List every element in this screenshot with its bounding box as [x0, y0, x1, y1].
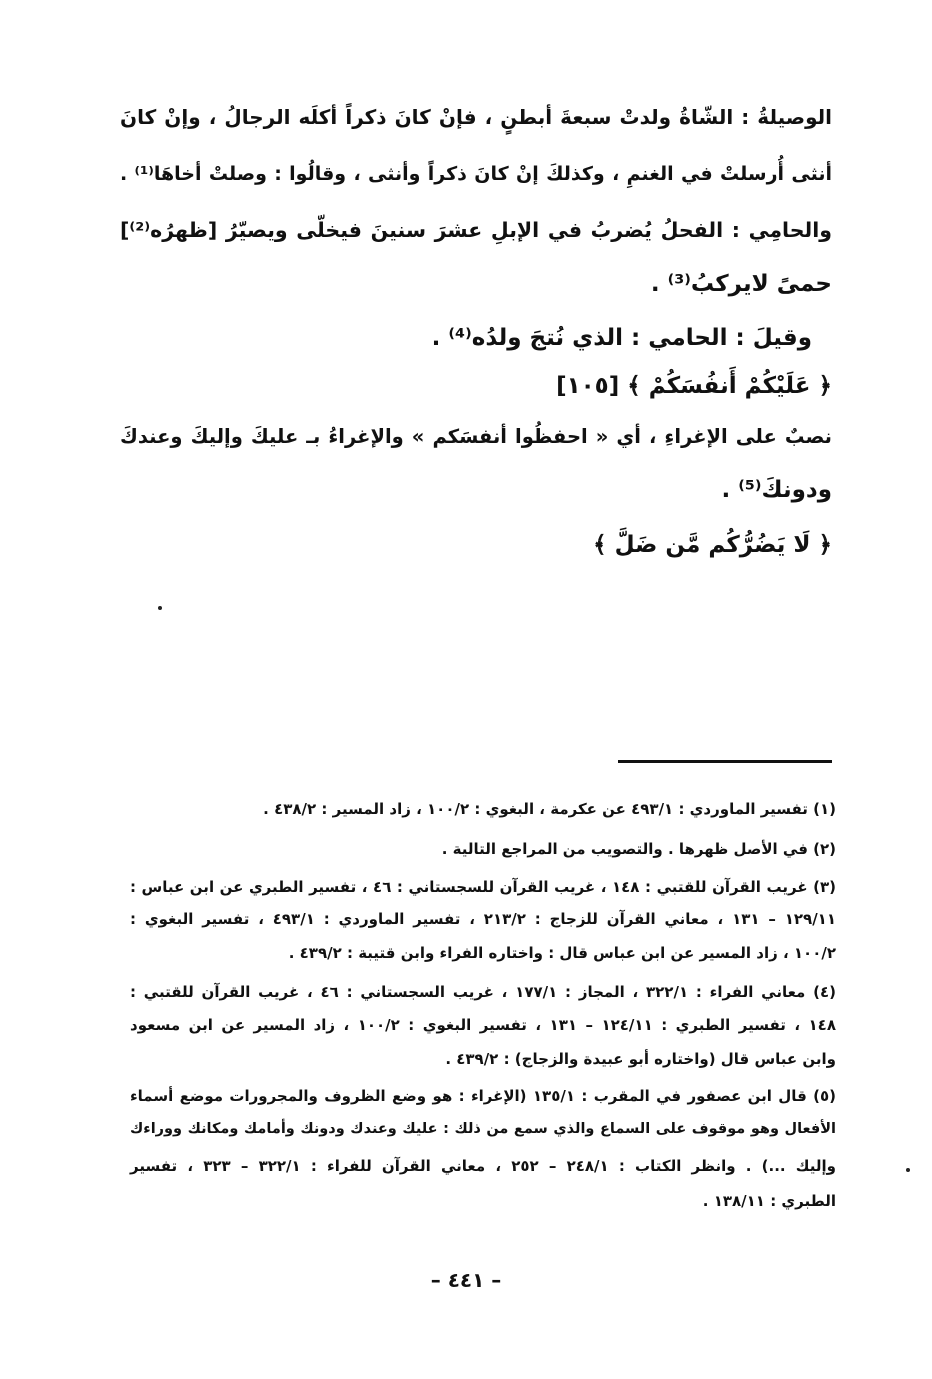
body-line-4: حمىً لايركبُ⁽³⁾ .: [650, 271, 832, 297]
scan-speck: [158, 606, 162, 610]
footnote-1: (١) تفسير الماوردي : ٤٩٣/١ عن عكرمة ، البغوي : ١٠٠/٢ ، زاد المسير : ٤٣٨/٢ .: [263, 800, 836, 818]
footnote-5-line-1: (٥) قال ابن عصفور في المقرب : ١٣٥/١ (الإغراء : هو وضع الظروف والمجرورات موضع أسماء: [130, 1087, 836, 1105]
footnote-4-line-3: وابن عباس قال (واختاره أبو عبيدة والزجاج) : ٤٣٩/٢ .: [445, 1050, 836, 1068]
footnote-4-line-2: ١٤٨ ، تفسير الطبري : ١٢٤/١١ – ١٣١ ، تفسير البغوي : ١٠٠/٢ ، زاد المسير عن ابن مسعود: [130, 1016, 836, 1034]
footnote-5-line-4: الطبري : ١٣٨/١١ .: [702, 1192, 836, 1210]
page-number: – ٤٤١ –: [430, 1268, 502, 1292]
quran-verse-105: ﴿ عَلَيْكُمْ أَنفُسَكُمْ ﴾ [١٠٥]: [556, 373, 832, 399]
footnote-3-line-2: ١٢٩/١١ – ١٣١ ، معاني القرآن للزجاج : ٢١٣/٢ ، تفسير الماوردي : ٤٩٣/١ ، تفسير البغوي :: [130, 910, 836, 928]
body-line-7: نصبٌ على الإغراءِ ، أي « احفظُوا أنفسَكم » والإغراءُ بـ عليكَ وإليكَ وعندكَ: [120, 425, 832, 448]
footnote-3-line-3: ١٠٠/٢ ، زاد المسير عن ابن عباس قال : واختاره الفراء وابن قتيبة : ٤٣٩/٢ .: [288, 944, 836, 962]
footnote-separator: [618, 760, 832, 763]
scan-speck: [906, 1168, 910, 1172]
body-line-1: الوصيلةُ : الشّاةُ ولدتْ سبعةَ أبطنٍ ، فإنْ كانَ ذكراً أكلَه الرجالُ ، وإنْ كانَ: [120, 105, 832, 129]
footnote-4-line-1: (٤) معاني الفراء : ٣٢٢/١ ، المجاز : ١٧٧/١ ، غريب السجستاني : ٤٦ ، غريب القرآن للقتبي :: [130, 983, 836, 1001]
body-line-2: أنثى أُرسلتْ في الغنمِ ، وكذلكَ إنْ كانَ ذكراً وأنثى ، وقالُوا : وصلتْ أخاهَا⁽¹⁾ .: [120, 163, 832, 185]
body-line-3: والحامِي : الفحلُ يُضربُ في الإبلِ عشرَ سنينَ فيخلّى ويصيّرُ [ظهرُه⁽²⁾]: [120, 218, 832, 242]
body-line-5: وقيلَ : الحامي : الذي نُتجَ ولدُه⁽⁴⁾ .: [431, 325, 812, 351]
footnote-2: (٢) في الأصل ظهرها . والتصويب من المراجع التالية .: [441, 840, 836, 858]
footnote-3-line-1: (٣) غريب القرآن للقتبي : ١٤٨ ، غريب القرآن للسجستاني : ٤٦ ، تفسير الطبري عن ابن عباس :: [130, 878, 837, 896]
footnote-5-line-2: الأفعال وهو موقوف على السماع والذي سمع من ذلك : عليك وعندك ودونك وأمامك ومكانك ووراءك: [130, 1121, 836, 1137]
footnote-5-line-3: وإليك ...) . وانظر الكتاب : ٢٤٨/١ – ٢٥٢ ، معاني القرآن للفراء : ٣٢٢/١ – ٣٢٣ ، تفسير: [130, 1157, 836, 1175]
quran-verse-la-yadurrukum: ﴿ لَا يَضُرُّكُم مَّن ضَلَّ ﴾: [593, 532, 832, 558]
body-line-8: ودونكَ⁽⁵⁾ .: [721, 477, 832, 503]
